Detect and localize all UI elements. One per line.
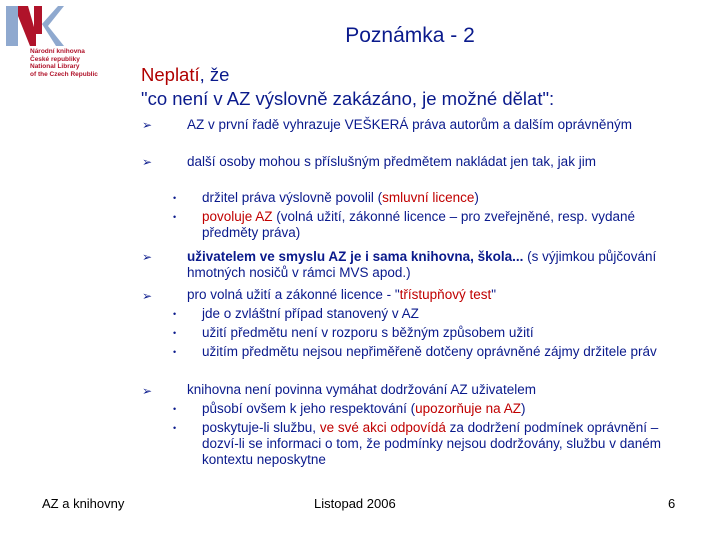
- subtitle-emphasis: Neplatí: [141, 64, 200, 85]
- emphasis-span: ve své akci odpovídá: [319, 420, 446, 435]
- subtitle-quote: "co není v AZ výslovně zakázáno, je možné dělat":: [141, 88, 555, 109]
- text-span: (s výjimkou půjčování hmotných nosičů v rámci MVS apod.): [187, 249, 657, 280]
- emphasis-span: třístupňový test: [399, 287, 492, 302]
- arrow-bullet-icon: ➢: [142, 118, 153, 132]
- bullet-item: [187, 249, 687, 281]
- emphasis-span: povoluje AZ: [202, 209, 273, 224]
- emphasis-span: upozorňuje na AZ: [415, 401, 521, 416]
- arrow-bullet-icon: ➢: [142, 289, 153, 303]
- dot-bullet-icon: •: [173, 347, 177, 357]
- dot-bullet-icon: •: [173, 309, 177, 319]
- dot-bullet-icon: •: [173, 404, 177, 414]
- sub-bullet-item: [202, 420, 687, 468]
- text-span: (volná užití, zákonné licence – pro zveřejněné, resp. vydané předměty práva): [202, 209, 636, 240]
- bold-span: uživatelem ve smyslu AZ je i sama knihovna, škola...: [187, 249, 524, 264]
- footer-left: AZ a knihovny: [42, 496, 125, 511]
- sub-bullet-item: užití předmětu není v rozporu s běžným způsobem užití: [202, 325, 534, 340]
- arrow-bullet-icon: ➢: [142, 250, 153, 264]
- dot-bullet-icon: •: [173, 423, 177, 433]
- sub-bullet-item: [202, 401, 687, 417]
- logo-line: Národní knihovna: [30, 48, 85, 55]
- logo-text: [30, 48, 98, 78]
- text-span: ": [491, 287, 497, 302]
- text-span: pro volná užití a zákonné licence - ": [187, 287, 400, 302]
- dot-bullet-icon: •: [173, 328, 177, 338]
- subtitle-text: , že: [199, 64, 230, 85]
- slide-subtitle: [141, 63, 554, 111]
- emphasis-span: smluvní licence: [382, 190, 475, 205]
- footer-date: Listopad 2006: [314, 496, 396, 511]
- sub-bullet-item: užitím předmětu nejsou nepřiměřeně dotčeny oprávněné zájmy držitele práv: [202, 344, 657, 359]
- sub-bullet-item: [202, 209, 687, 241]
- page-number: 6: [668, 496, 676, 511]
- logo-line: National Library: [30, 63, 80, 71]
- logo-line: České republiky: [30, 55, 80, 63]
- bullet-item: [187, 287, 687, 303]
- arrow-bullet-icon: ➢: [142, 384, 153, 398]
- sub-bullet-item: jde o zvláštní případ stanovený v AZ: [202, 306, 419, 321]
- bullet-item: další osoby mohou s příslušným předmětem nakládat jen tak, jak jim: [187, 154, 596, 169]
- dot-bullet-icon: •: [173, 193, 177, 203]
- text-span: držitel práva výslovně povolil (: [202, 190, 383, 205]
- logo-line: of the Czech Republic: [30, 70, 98, 78]
- text-span: poskytuje-li službu,: [202, 420, 320, 435]
- dot-bullet-icon: •: [173, 212, 177, 222]
- slide-title: Poznámka - 2: [345, 24, 475, 47]
- text-span: za dodržení podmínek oprávnění – dozví-li se informaci o tom, že podmínky nejsou dodržovány, službu v daném kontextu neposkytne: [202, 420, 661, 467]
- text-span: ): [474, 190, 479, 205]
- text-span: působí ovšem k jeho respektování (: [202, 401, 416, 416]
- bullet-item: knihovna není povinna vymáhat dodržování AZ uživatelem: [187, 382, 536, 397]
- text-span: ): [520, 401, 526, 416]
- bullet-item: AZ v první řadě vyhrazuje VEŠKERÁ práva autorům a dalším oprávněným: [187, 117, 632, 132]
- arrow-bullet-icon: ➢: [142, 155, 153, 169]
- sub-bullet-item: [202, 190, 687, 206]
